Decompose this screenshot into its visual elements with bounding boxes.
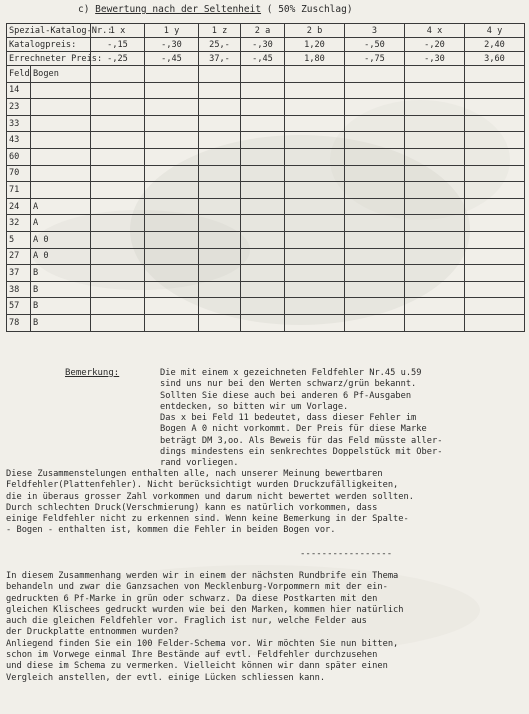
- empty-cell: [199, 248, 241, 265]
- text-line: gleichen Klischees gedruckt wurden wie bei den Marken, kommen hier natürlich: [6, 604, 404, 615]
- text-line: Diese Zusammenstelungen enthalten alle, nach unserer Meinung bewertbaren: [6, 469, 383, 479]
- empty-cell: [145, 265, 199, 282]
- empty-cell: [145, 115, 199, 132]
- text-line: Durch schlechten Druck(Verschmierung) kann es natürlich vorkommen, dass: [6, 502, 378, 513]
- value-cell: -,25: [91, 52, 145, 66]
- value-cell: 1 z: [199, 24, 241, 38]
- empty-cell: [405, 148, 465, 165]
- empty-cell: [91, 165, 145, 182]
- empty-cell: [91, 314, 145, 331]
- empty-cell: [465, 215, 525, 232]
- bogen-cell: [31, 99, 91, 116]
- table-row: [7, 115, 525, 132]
- empty-cell: [199, 66, 241, 83]
- empty-cell: [91, 132, 145, 149]
- bogen-cell: A 0: [31, 248, 91, 265]
- value-cell: 25,-: [199, 38, 241, 52]
- remark-line: Das x bei Feld 11 bedeutet, dass dieser Fehler im: [160, 413, 417, 424]
- bogen-cell: A: [31, 215, 91, 232]
- value-cell: 2,40: [465, 38, 525, 52]
- table-row: [7, 281, 525, 298]
- empty-cell: [241, 132, 285, 149]
- empty-cell: [91, 115, 145, 132]
- empty-cell: [91, 148, 145, 165]
- empty-cell: [241, 165, 285, 182]
- feld-cell: 78: [7, 314, 31, 331]
- value-cell: -,15: [91, 38, 145, 52]
- text-line: - Bogen - enthalten ist, kommen die Fehler in beiden Bogen vor.: [6, 525, 336, 536]
- row-label: Katalogpreis:: [7, 38, 91, 52]
- value-cell: 1 y: [145, 24, 199, 38]
- empty-cell: [465, 115, 525, 132]
- value-cell: 1,80: [285, 52, 345, 66]
- empty-cell: [405, 198, 465, 215]
- empty-cell: [91, 182, 145, 199]
- separator-line: -----------------: [300, 549, 393, 559]
- empty-cell: [145, 66, 199, 83]
- empty-cell: [465, 99, 525, 116]
- bogen-cell: A: [31, 198, 91, 215]
- empty-cell: [91, 298, 145, 315]
- empty-cell: [465, 132, 525, 149]
- table-row: [7, 165, 525, 182]
- empty-cell: [345, 215, 405, 232]
- feld-cell: 14: [7, 82, 31, 99]
- bogen-cell: [31, 148, 91, 165]
- bogen-cell: B: [31, 281, 91, 298]
- empty-cell: [465, 248, 525, 265]
- value-cell: 4 x: [405, 24, 465, 38]
- empty-cell: [285, 115, 345, 132]
- empty-cell: [199, 99, 241, 116]
- empty-cell: [241, 314, 285, 331]
- row-label: Spezial-Katalog-Nr.:: [7, 24, 91, 38]
- empty-cell: [465, 148, 525, 165]
- empty-cell: [465, 314, 525, 331]
- remark-line: Die mit einem x gezeichneten Feldfehler Nr.45 u.59: [160, 368, 422, 378]
- empty-cell: [405, 281, 465, 298]
- value-cell: 1 x: [91, 24, 145, 38]
- empty-cell: [241, 82, 285, 99]
- heading-prefix: c): [78, 4, 96, 15]
- remark-line: entdecken, so bitten wir um Vorlage.: [160, 401, 349, 412]
- feld-cell: 24: [7, 198, 31, 215]
- empty-cell: [241, 231, 285, 248]
- empty-cell: [345, 298, 405, 315]
- bogen-cell: B: [31, 314, 91, 331]
- paragraph-feldfehler: [6, 469, 526, 537]
- bogen-cell: [31, 182, 91, 199]
- empty-cell: [199, 314, 241, 331]
- empty-cell: [285, 132, 345, 149]
- empty-cell: [91, 66, 145, 83]
- empty-cell: [405, 82, 465, 99]
- table-row: [7, 148, 525, 165]
- empty-cell: [145, 82, 199, 99]
- empty-cell: [91, 198, 145, 215]
- empty-cell: [145, 215, 199, 232]
- feld-cell: 37: [7, 265, 31, 282]
- value-cell: 37,-: [199, 52, 241, 66]
- empty-cell: [145, 148, 199, 165]
- empty-cell: [285, 231, 345, 248]
- text-line: Anliegend finden Sie ein 100 Felder-Schema vor. Wir möchten Sie nun bitten,: [6, 638, 399, 649]
- empty-cell: [285, 66, 345, 83]
- remark-text: [160, 368, 524, 470]
- feld-cell: 57: [7, 298, 31, 315]
- empty-cell: [91, 82, 145, 99]
- empty-cell: [465, 82, 525, 99]
- feld-cell: 43: [7, 132, 31, 149]
- empty-cell: [285, 314, 345, 331]
- empty-cell: [241, 298, 285, 315]
- empty-cell: [465, 66, 525, 83]
- empty-cell: [285, 165, 345, 182]
- value-cell: -,45: [145, 52, 199, 66]
- feld-cell: 32: [7, 215, 31, 232]
- empty-cell: [199, 115, 241, 132]
- feld-cell: 38: [7, 281, 31, 298]
- empty-cell: [345, 248, 405, 265]
- value-cell: 2 b: [285, 24, 345, 38]
- empty-cell: [465, 165, 525, 182]
- empty-cell: [405, 115, 465, 132]
- col-feld-label: Feld: [7, 66, 31, 83]
- empty-cell: [345, 148, 405, 165]
- text-line: gedruckten 6 Pf-Marke in grün oder schwarz. Da diese Postkarten mit den: [6, 593, 378, 604]
- table-row: [7, 215, 525, 232]
- bogen-cell: B: [31, 298, 91, 315]
- empty-cell: [145, 198, 199, 215]
- empty-cell: [145, 298, 199, 315]
- table-row: [7, 99, 525, 116]
- empty-cell: [345, 99, 405, 116]
- empty-cell: [285, 148, 345, 165]
- empty-cell: [405, 215, 465, 232]
- header-row: [7, 52, 525, 66]
- empty-cell: [345, 82, 405, 99]
- empty-cell: [241, 182, 285, 199]
- table-row: [7, 82, 525, 99]
- value-cell: -,20: [405, 38, 465, 52]
- value-cell: 4 y: [465, 24, 525, 38]
- feld-cell: 60: [7, 148, 31, 165]
- empty-cell: [241, 215, 285, 232]
- empty-cell: [345, 231, 405, 248]
- empty-cell: [405, 248, 465, 265]
- empty-cell: [145, 314, 199, 331]
- section-heading: [78, 4, 353, 15]
- empty-cell: [199, 298, 241, 315]
- remark-line: beträgt DM 3,oo. Als Beweis für das Feld müsste aller-: [160, 435, 443, 446]
- empty-cell: [285, 99, 345, 116]
- feld-cell: 33: [7, 115, 31, 132]
- text-line: schon im Vorwege einmal Ihre Bestände auf evtl. Feldfehler durchzusehen: [6, 650, 378, 661]
- table-row: [7, 132, 525, 149]
- empty-cell: [241, 198, 285, 215]
- empty-cell: [199, 265, 241, 282]
- header-row: [7, 24, 525, 38]
- remark-line: rand vorliegen.: [160, 458, 239, 469]
- table-row: [7, 182, 525, 199]
- remark-line: Sollten Sie diese auch bei anderen 6 Pf-Ausgaben: [160, 390, 412, 401]
- empty-cell: [405, 132, 465, 149]
- empty-cell: [405, 66, 465, 83]
- value-cell: 3: [345, 24, 405, 38]
- empty-cell: [465, 265, 525, 282]
- empty-cell: [345, 115, 405, 132]
- value-cell: 2 a: [241, 24, 285, 38]
- empty-cell: [285, 198, 345, 215]
- empty-cell: [405, 99, 465, 116]
- empty-cell: [405, 265, 465, 282]
- empty-cell: [241, 115, 285, 132]
- empty-cell: [285, 182, 345, 199]
- empty-cell: [405, 314, 465, 331]
- empty-cell: [285, 82, 345, 99]
- empty-cell: [91, 215, 145, 232]
- text-line: einige Feldfehler nicht zu erkennen sind. Wenn keine Bemerkung in der Spalte-: [6, 514, 409, 525]
- header-row: [7, 38, 525, 52]
- empty-cell: [199, 231, 241, 248]
- table-row: [7, 298, 525, 315]
- value-cell: -,50: [345, 38, 405, 52]
- remark-line: sind uns nur bei den Werten schwarz/grün bekannt.: [160, 379, 417, 390]
- text-line: der Druckplatte entnommen wurden?: [6, 627, 179, 638]
- empty-cell: [285, 281, 345, 298]
- table-row: [7, 231, 525, 248]
- value-cell: -,75: [345, 52, 405, 66]
- empty-cell: [241, 248, 285, 265]
- value-cell: -,30: [241, 38, 285, 52]
- empty-cell: [465, 298, 525, 315]
- bogen-cell: B: [31, 265, 91, 282]
- empty-cell: [345, 165, 405, 182]
- empty-cell: [91, 99, 145, 116]
- remark-line: Bogen A 0 nicht vorkommt. Der Preis für diese Marke: [160, 424, 427, 435]
- text-line: Feldfehler(Plattenfehler). Nicht berücksichtigt wurden Druckzufälligkeiten,: [6, 480, 399, 491]
- heading-note: ( 50% Zuschlag): [261, 4, 353, 15]
- empty-cell: [405, 165, 465, 182]
- empty-cell: [285, 265, 345, 282]
- empty-cell: [145, 248, 199, 265]
- empty-cell: [199, 215, 241, 232]
- empty-cell: [145, 182, 199, 199]
- value-cell: 3,60: [465, 52, 525, 66]
- empty-cell: [345, 265, 405, 282]
- value-cell: 1,20: [285, 38, 345, 52]
- paragraph-ganzsachen: [6, 571, 526, 684]
- empty-cell: [405, 231, 465, 248]
- empty-cell: [241, 99, 285, 116]
- bogen-cell: [31, 132, 91, 149]
- empty-cell: [345, 66, 405, 83]
- table-row: [7, 198, 525, 215]
- text-line: Vergleich anstellen, der evtl. einige Lücken schliessen kann.: [6, 672, 326, 683]
- empty-cell: [199, 165, 241, 182]
- empty-cell: [285, 215, 345, 232]
- empty-cell: [145, 132, 199, 149]
- feld-cell: 71: [7, 182, 31, 199]
- empty-cell: [199, 182, 241, 199]
- empty-cell: [241, 148, 285, 165]
- text-line: und diese im Schema zu vermerken. Vielleicht können wir dann später einen: [6, 661, 388, 672]
- empty-cell: [91, 231, 145, 248]
- value-cell: -,45: [241, 52, 285, 66]
- empty-cell: [241, 265, 285, 282]
- rarity-table: [6, 23, 525, 332]
- remark-label: Bemerkung:: [65, 368, 120, 378]
- table-row: [7, 314, 525, 331]
- empty-cell: [465, 281, 525, 298]
- empty-cell: [345, 281, 405, 298]
- empty-cell: [91, 265, 145, 282]
- text-line: behandeln und zwar die Ganzsachen von Mecklenburg-Vorpommern mit der ein-: [6, 582, 388, 593]
- empty-cell: [91, 281, 145, 298]
- empty-cell: [345, 132, 405, 149]
- empty-cell: [345, 182, 405, 199]
- text-line: auch die gleichen Feldfehler vor. Fraglich ist nur, welche Felder aus: [6, 616, 367, 627]
- empty-cell: [199, 281, 241, 298]
- col-bogen-label: Bogen: [31, 66, 91, 83]
- empty-cell: [199, 82, 241, 99]
- empty-cell: [91, 248, 145, 265]
- value-cell: -,30: [405, 52, 465, 66]
- empty-cell: [345, 314, 405, 331]
- empty-cell: [405, 182, 465, 199]
- table-row: [7, 265, 525, 282]
- feld-cell: 23: [7, 99, 31, 116]
- heading-title: Bewertung nach der Seltenheit: [95, 4, 262, 15]
- text-line: die in überaus grosser Zahl vorkommen und darum nicht bewertet werden sollten.: [6, 491, 414, 502]
- empty-cell: [241, 66, 285, 83]
- bogen-cell: A 0: [31, 231, 91, 248]
- remark-line: dings mindestens ein senkrechtes Doppelstück mit Ober-: [160, 447, 443, 458]
- empty-cell: [145, 165, 199, 182]
- empty-cell: [465, 231, 525, 248]
- bogen-cell: [31, 115, 91, 132]
- table-row: [7, 248, 525, 265]
- text-line: In diesem Zusammenhang werden wir in einem der nächsten Rundbrife ein Thema: [6, 571, 399, 581]
- empty-cell: [345, 198, 405, 215]
- empty-cell: [285, 248, 345, 265]
- row-label: Errechneter Preis:: [7, 52, 91, 66]
- empty-cell: [405, 298, 465, 315]
- empty-cell: [145, 281, 199, 298]
- feld-cell: 5: [7, 231, 31, 248]
- empty-cell: [145, 99, 199, 116]
- empty-cell: [465, 198, 525, 215]
- bogen-cell: [31, 82, 91, 99]
- feld-cell: 70: [7, 165, 31, 182]
- empty-cell: [145, 231, 199, 248]
- value-cell: -,30: [145, 38, 199, 52]
- empty-cell: [199, 132, 241, 149]
- empty-cell: [199, 198, 241, 215]
- empty-cell: [285, 298, 345, 315]
- column-label-row: [7, 66, 525, 83]
- bogen-cell: [31, 165, 91, 182]
- empty-cell: [199, 148, 241, 165]
- empty-cell: [241, 281, 285, 298]
- empty-cell: [465, 182, 525, 199]
- feld-cell: 27: [7, 248, 31, 265]
